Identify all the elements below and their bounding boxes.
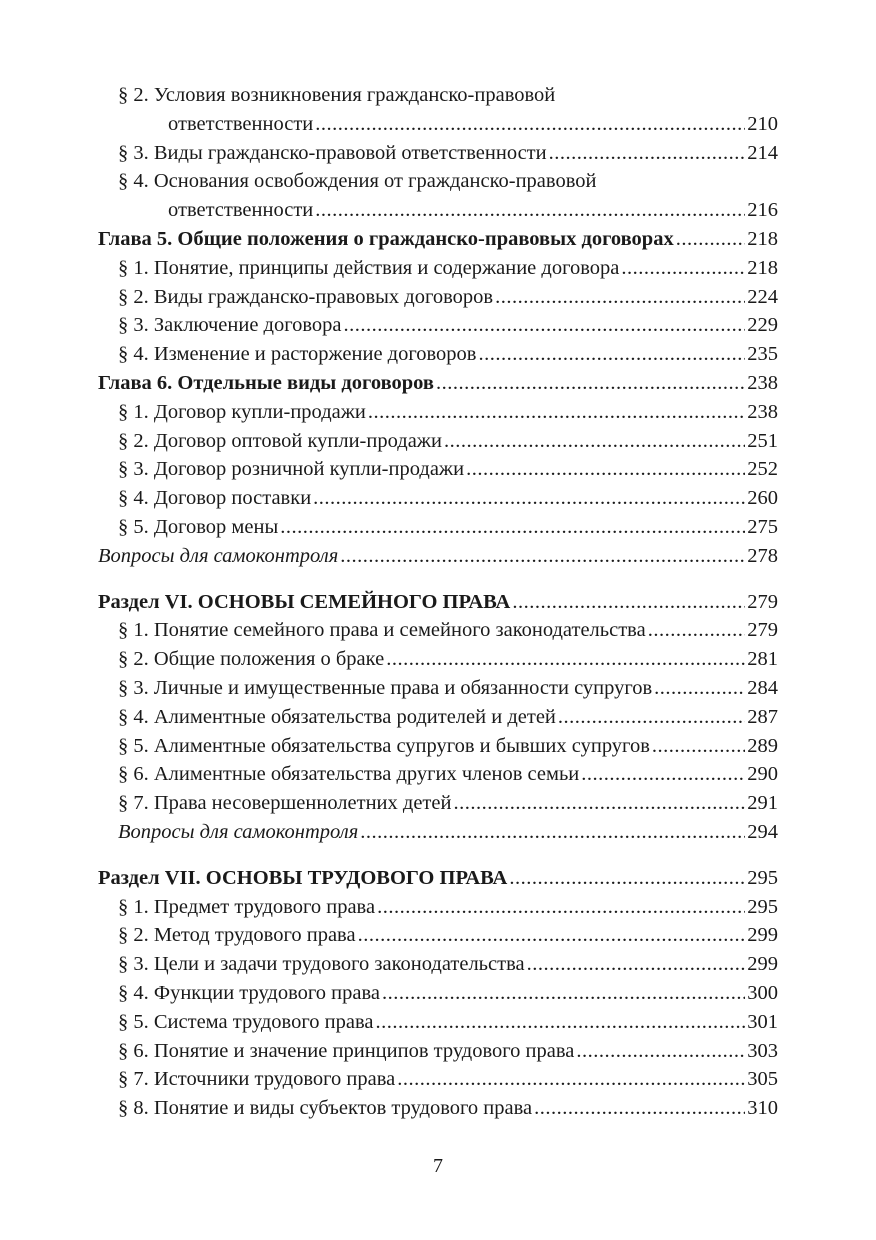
- toc-entry-title: Раздел VI. ОСНОВЫ СЕМЕЙНОГО ПРАВА: [98, 590, 511, 613]
- toc-entry-page: 238: [747, 400, 778, 423]
- page-number: 7: [433, 1155, 443, 1177]
- toc-entry-title: § 1. Понятие, принципы действия и содержание договора: [118, 256, 620, 279]
- dot-leader: [436, 369, 745, 398]
- dot-leader: [377, 893, 745, 922]
- toc-entry-page: 252: [747, 458, 778, 481]
- toc-entry-page: 218: [747, 256, 778, 279]
- toc-entry: [98, 139, 778, 168]
- dot-leader: [368, 398, 745, 427]
- toc-entry-page: 291: [747, 792, 778, 815]
- toc-entry: [98, 1065, 778, 1094]
- toc-entry-title: Вопросы для самоконтроля: [98, 544, 339, 567]
- dot-leader: [313, 484, 745, 513]
- toc-entry-page: 214: [747, 141, 778, 164]
- toc-entry: [98, 254, 778, 283]
- toc-entry: [98, 616, 778, 645]
- toc-entry-title: § 2. Условия возникновения гражданско-правовой: [118, 84, 556, 106]
- toc-entry-page: 278: [747, 544, 778, 567]
- toc-entry-page: 295: [747, 895, 778, 918]
- dot-leader: [581, 760, 745, 789]
- toc-entry-title: § 1. Понятие семейного права и семейного законодательства: [118, 619, 646, 642]
- toc-entry: [98, 1094, 778, 1123]
- toc-entry-page: 295: [747, 866, 778, 889]
- toc-entry-title: § 3. Договор розничной купли-продажи: [118, 458, 465, 481]
- toc-entry-title: ответственности: [168, 199, 314, 222]
- toc-entry-page: 229: [747, 314, 778, 337]
- toc-entry-title: § 6. Понятие и значение принципов трудового права: [118, 1039, 575, 1062]
- toc-entry-title: § 4. Функции трудового права: [118, 981, 381, 1004]
- toc-entry: [98, 789, 778, 818]
- toc-entry-page: 235: [747, 343, 778, 366]
- dot-leader: [576, 1037, 745, 1066]
- toc-entry: [98, 760, 778, 789]
- toc-entry: [98, 81, 778, 110]
- toc-entry-page: 299: [747, 924, 778, 947]
- toc-entry-title: § 5. Договор мены: [118, 515, 279, 538]
- dot-leader: [648, 616, 746, 645]
- dot-leader: [444, 427, 745, 456]
- toc-entry: [98, 703, 778, 732]
- toc-entry-title: § 2. Виды гражданско-правовых договоров: [118, 285, 494, 308]
- toc-entry: [98, 369, 778, 398]
- dot-leader: [558, 703, 745, 732]
- toc-entry: [98, 311, 778, 340]
- dot-leader: [344, 311, 746, 340]
- toc-entry-page: 284: [747, 676, 778, 699]
- toc-entry-title: § 4. Договор поставки: [118, 487, 312, 510]
- toc-entry-page: 279: [747, 590, 778, 613]
- toc-entry: [98, 283, 778, 312]
- dot-leader: [676, 225, 746, 254]
- toc-entry: [98, 196, 778, 225]
- toc-entry: [98, 1008, 778, 1037]
- toc-entry: [98, 398, 778, 427]
- toc-entry-page: 290: [747, 763, 778, 786]
- toc-entry: [98, 167, 778, 196]
- toc-entry-page: 279: [747, 619, 778, 642]
- toc-entry-page: 305: [747, 1068, 778, 1091]
- toc-entry-title: § 3. Цели и задачи трудового законодательства: [118, 953, 525, 976]
- dot-leader: [478, 340, 745, 369]
- toc-entry: [98, 864, 778, 893]
- toc-entry-title: Раздел VII. ОСНОВЫ ТРУДОВОГО ПРАВА: [98, 866, 508, 889]
- toc-entry: [98, 1037, 778, 1066]
- toc-entry-title: § 1. Предмет трудового права: [118, 895, 376, 918]
- toc-entry: [98, 818, 778, 847]
- toc-entry-title: § 2. Общие положения о браке: [118, 648, 385, 671]
- toc-entry: [98, 950, 778, 979]
- dot-leader: [512, 588, 745, 617]
- toc-entry-page: 294: [747, 820, 778, 843]
- toc-entry-title: Глава 5. Общие положения о гражданско-правовых договорах: [98, 227, 674, 250]
- toc-entry-title: § 5. Алиментные обязательства супругов и бывших супругов: [118, 734, 650, 757]
- dot-leader: [358, 921, 746, 950]
- toc-entry: [98, 979, 778, 1008]
- toc-entry: [98, 225, 778, 254]
- toc-entry-page: 300: [747, 981, 778, 1004]
- dot-leader: [386, 645, 745, 674]
- toc-entry-page: 299: [747, 953, 778, 976]
- toc-entry-title: § 6. Алиментные обязательства других членов семьи: [118, 763, 580, 786]
- toc-entry-page: 238: [747, 371, 778, 394]
- toc-entry: [98, 732, 778, 761]
- dot-leader: [509, 864, 745, 893]
- dot-leader: [315, 110, 745, 139]
- toc-entry: [98, 484, 778, 513]
- toc-entry: [98, 427, 778, 456]
- toc-entry-title: § 1. Договор купли-продажи: [118, 400, 366, 423]
- dot-leader: [495, 283, 745, 312]
- toc-entry-title: § 2. Договор оптовой купли-продажи: [118, 429, 442, 452]
- toc-entry-page: 251: [747, 429, 778, 452]
- toc-entry-title: § 3. Виды гражданско-правовой ответственности: [118, 141, 547, 164]
- dot-leader: [652, 732, 745, 761]
- dot-leader: [453, 789, 745, 818]
- toc-entry-title: § 4. Алиментные обязательства родителей и детей: [118, 705, 556, 728]
- dot-leader: [382, 979, 745, 1008]
- toc-entry-title: § 8. Понятие и виды субъектов трудового права: [118, 1097, 533, 1120]
- dot-leader: [360, 818, 745, 847]
- toc-entry-page: 303: [747, 1039, 778, 1062]
- toc-entry-title: § 5. Система трудового права: [118, 1010, 374, 1033]
- toc-entry-page: 210: [747, 112, 778, 135]
- dot-leader: [340, 542, 745, 571]
- dot-leader: [397, 1065, 745, 1094]
- toc-entry: [98, 542, 778, 571]
- dot-leader: [466, 455, 745, 484]
- dot-leader: [549, 139, 746, 168]
- table-of-contents: [98, 81, 778, 1123]
- toc-entry: [98, 340, 778, 369]
- toc-entry: [98, 645, 778, 674]
- toc-entry-page: 224: [747, 285, 778, 308]
- toc-entry-page: 216: [747, 199, 778, 222]
- dot-leader: [534, 1094, 745, 1123]
- toc-entry-title: Вопросы для самоконтроля: [118, 820, 359, 843]
- toc-entry-page: 310: [747, 1097, 778, 1120]
- dot-leader: [621, 254, 745, 283]
- toc-entry-title: § 2. Метод трудового права: [118, 924, 356, 947]
- toc-entry-title: § 3. Заключение договора: [118, 314, 342, 337]
- dot-leader: [315, 196, 745, 225]
- toc-entry: [98, 110, 778, 139]
- toc-entry-page: 218: [747, 227, 778, 250]
- toc-entry: [98, 674, 778, 703]
- dot-leader: [654, 674, 745, 703]
- dot-leader: [375, 1008, 745, 1037]
- toc-entry-page: 260: [747, 487, 778, 510]
- toc-entry-title: § 3. Личные и имущественные права и обязанности супругов: [118, 676, 653, 699]
- toc-entry: [98, 513, 778, 542]
- toc-entry-page: 289: [747, 734, 778, 757]
- toc-entry-title: ответственности: [168, 112, 314, 135]
- toc-entry-page: 275: [747, 515, 778, 538]
- toc-entry-title: § 4. Изменение и расторжение договоров: [118, 343, 477, 366]
- dot-leader: [527, 950, 746, 979]
- toc-entry-title: § 7. Права несовершеннолетних детей: [118, 792, 452, 815]
- toc-entry-page: 301: [747, 1010, 778, 1033]
- toc-entry-title: Глава 6. Отдельные виды договоров: [98, 371, 434, 394]
- toc-entry: [98, 921, 778, 950]
- toc-entry-title: § 4. Основания освобождения от гражданско-правовой: [118, 170, 597, 193]
- dot-leader: [280, 513, 745, 542]
- toc-entry-page: 281: [747, 648, 778, 671]
- toc-entry-title: § 7. Источники трудового права: [118, 1068, 396, 1091]
- toc-entry-page: 287: [747, 705, 778, 728]
- toc-entry: [98, 893, 778, 922]
- toc-entry: [98, 455, 778, 484]
- toc-entry: [98, 588, 778, 617]
